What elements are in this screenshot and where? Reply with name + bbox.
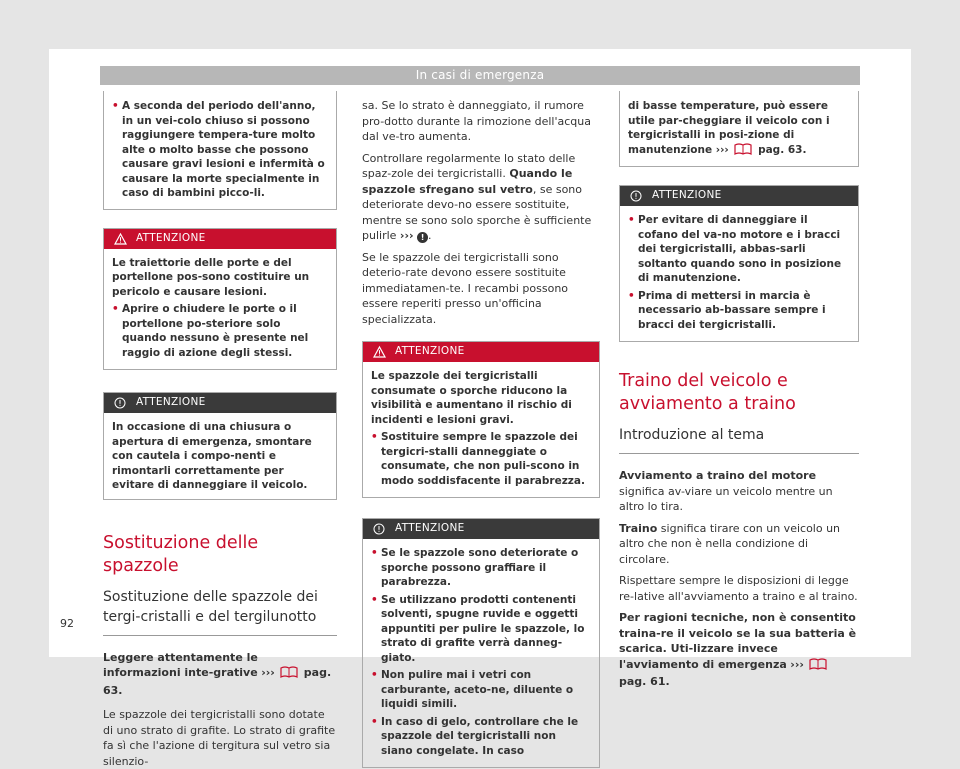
paragraph: sa. Se lo strato è danneggiato, il rumore pro-dotto durante la rimozione dell'acqua dal ve-tro aumenta. (362, 99, 591, 143)
bullet-dot: • (628, 289, 635, 302)
bullet-dot: • (371, 715, 378, 728)
paragraph: Le spazzole dei tergicristalli sono dotate di uno strato di grafite. Lo strato di grafite fa sì che l'azione di tergitura sul vetro sia silenzio- (103, 708, 336, 768)
note-box-header (363, 519, 599, 539)
page-reference-link[interactable]: pag. 63. (103, 666, 332, 697)
warning-box-header (363, 342, 599, 362)
book-reference-icon (809, 658, 827, 675)
section-title: Traino del veicolo e avviamento a traino (619, 371, 796, 414)
bullet-dot: • (371, 431, 378, 443)
warning-text: Le traiettorie delle porte e del portellone pos-sono costituire un pericolo e causare lesioni. (112, 256, 310, 298)
warning-triangle-icon (371, 344, 387, 360)
paragraph: Se le spazzole dei tergicristalli sono deterio-rate devono essere sostituite immediatamen-te. I recambi possono essere reperiti presso un'officina specializzata. (362, 250, 569, 326)
note-bullet: Prima di mettersi in marcia è necessario ab-bassare sempre i bracci dei tergicristalli. (638, 289, 826, 331)
bullet-dot: • (112, 303, 119, 315)
term-bold: Avviamento a traino del motore (619, 469, 817, 482)
note-bullet: Non pulire mai i vetri con carburante, aceto-ne, diluente o liquidi simili. (381, 669, 574, 710)
note-box-header (620, 186, 858, 206)
note-bullet: Se utilizzano prodotti contenenti solventi, spugne ruvide e oggetti appuntiti per pulire le spazzole, lo strato di grafite verrà danneg-giato. (381, 593, 585, 664)
note-box-hood (619, 185, 859, 342)
bullet-dot: • (112, 100, 119, 112)
warning-box-body (104, 249, 336, 370)
note-label: ATTENZIONE (395, 522, 465, 535)
paragraph-bold: Quando le spazzole sfregano sul vetro (362, 167, 573, 196)
info-circle-icon (371, 521, 387, 537)
warning-bullet: Aprire o chiudere le porte o il portellone po-steriore solo quando nessuno è presente nel raggio di azione degli stessi. (122, 303, 309, 359)
note-box-emergency-opening (103, 392, 337, 500)
paragraph-bold: Per ragioni tecniche, non è consentito traina-re il veicolo se la sua batteria è scarica. Uti-lizzare invece l'avviamento di emergenza (619, 611, 857, 671)
page-reference-link[interactable]: pag. 63. (758, 143, 807, 156)
column-1 (103, 98, 337, 769)
info-circle-icon (628, 188, 644, 204)
continued-note-box (619, 91, 859, 167)
warning-box-doors (103, 228, 337, 371)
page-reference-link[interactable]: pag. 61. (619, 675, 670, 688)
term-bold: Traino (619, 521, 658, 535)
paragraph-text: significa av-viare un veicolo mentre un altro lo tira. (619, 484, 833, 513)
bullet-dot: • (371, 593, 378, 606)
note-text: In occasione di una chiusura o apertura di emergenza, smontare con cautela i compo-nenti e rimontarli correttamente per evitare di danneggiare il veicolo. (112, 421, 312, 491)
paragraph-text: Controllare regolarmente lo stato delle spaz-zole dei tergicristalli. (362, 151, 576, 180)
note-box-body (620, 206, 858, 341)
column-3 (619, 98, 859, 690)
section-title: Sostituzione delle spazzole (103, 532, 259, 576)
paragraph-text: significa tirare con un veicolo un altro che non è nella condizione di circolare. (619, 521, 841, 566)
note-label: ATTENZIONE (136, 396, 206, 409)
bullet-dot: • (371, 669, 378, 681)
page-number: 92 (60, 617, 74, 630)
note-label: ATTENZIONE (652, 189, 722, 202)
reference-arrows: ››› (790, 657, 804, 671)
warning-label: ATTENZIONE (136, 231, 206, 244)
note-box-header (104, 393, 336, 413)
bullet-dot: • (628, 214, 635, 226)
warning-bullet: Sostituire sempre le spazzole dei tergicri-stalli danneggiate o consumate, che non puli-scono in modo soddisfacente il parabrezza. (381, 431, 585, 487)
note-bullet: Se le spazzole sono deteriorate o sporche possono graffiare il parabrezza. (381, 547, 579, 588)
intro-text: Leggere attentamente le informazioni inte-grative (103, 650, 258, 679)
reference-arrows: ››› (261, 666, 275, 679)
reference-arrows: ››› (399, 229, 414, 242)
page-header: In casi di emergenza (100, 66, 860, 85)
paragraph-text: , se sono deteriorate devo-no essere sostituite, mentre se sono solo sporche è sufficiente pulirle (362, 182, 592, 242)
info-circle-icon (112, 395, 128, 411)
warning-bullet: A seconda del periodo dell'anno, in un vei-colo chiuso si possono raggiungere tempera-ture molto alte o molto basse che possono causare gravi lesioni e infermità o causare la morte specialmente in caso di bambini picco-li. (122, 100, 325, 199)
column-2: sa. Se lo strato è danneggiato, il rumore pro-dotto durante la rimozione dell'acqua dal ve-tro aumenta. Controllare regolarmente lo stato delle spaz-zole dei tergicristalli. Quando le spazzole sfregano sul vetro, se sono deteriorate devo-no essere sostituite, mentre se sono solo sporche è sufficiente pulirle ››› ! . Se le spazzole dei tergicristalli sono deterio-rate devono essere sostituite immediatamen-te. I recambi possono essere reperiti presso un'officina specializzata. ATTENZIONE Le spazzole dei tergicristalli consumate o sporche riducono la visibilità e aumentano il rischio di incidenti e lesioni gravi. • Sostituire sempre le spazzole dei tergicri-stalli danneggiate o consumate, che non puli-scono in modo soddisfacente il parabrezza. ATTENZIONE • Se le spazzole sono deteriorate o sporche possono graffiare il parabrezza. • Se utilizzano prodotti contenenti solventi, spugne ruvide e oggetti appuntiti per pulire le spazzole, lo strato di grafite verrà danneg-giato. • Non pulire mai i vetri con carburante, aceto-ne, diluente o liquidi simili. • In caso di gelo, controllare che le spazzole del tergicristalli non siano congelate. In caso (362, 98, 600, 768)
paragraph: Rispettare sempre le disposizioni di legge re-lative all'avviamento a traino e al traino. (619, 574, 858, 603)
warning-box-body (363, 362, 599, 497)
subsection-title: Introduzione al tema (619, 425, 859, 454)
note-box-wiper-care (362, 518, 600, 768)
bullet-dot: • (371, 547, 378, 559)
warning-triangle-icon (112, 231, 128, 247)
continued-warning-box (103, 91, 337, 210)
exclamation-circle-icon: ! (417, 232, 428, 243)
reference-arrows: ››› (715, 143, 729, 156)
book-reference-icon (280, 666, 298, 683)
warning-label: ATTENZIONE (395, 345, 465, 358)
subsection-title: Sostituzione delle spazzole dei tergi-cristalli e del tergilunotto (103, 587, 337, 636)
warning-box-wiper-blades (362, 341, 600, 498)
note-box-body (363, 539, 599, 767)
note-text: di basse temperature, può essere utile par-cheggiare il veicolo con i tergicristalli in posi-zione di manutenzione (628, 100, 830, 156)
warning-box-header (104, 229, 336, 249)
book-reference-icon (734, 143, 752, 160)
warning-text: Le spazzole dei tergicristalli consumate o sporche riducono la visibilità e aumentano il rischio di incidenti e lesioni gravi. (371, 370, 572, 426)
note-box-body (104, 413, 336, 499)
note-bullet: Per evitare di danneggiare il cofano del va-no motore e i bracci dei tergicristalli, abbas-sarli soltanto quando sono in posizione di manutenzione. (638, 214, 842, 284)
note-bullet: In caso di gelo, controllare che le spazzole del tergicristalli non siano congelate. In caso (381, 715, 579, 757)
